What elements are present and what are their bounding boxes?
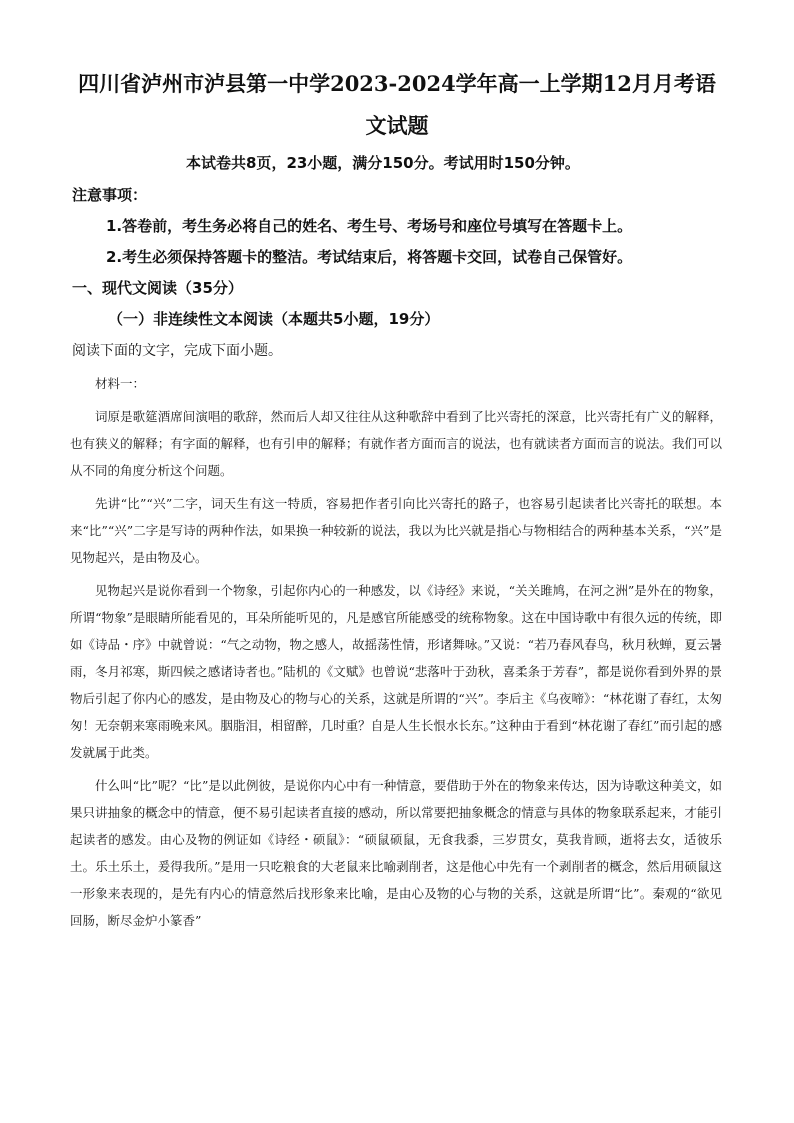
notice-item-2: 2.考生必须保持答题卡的整洁。考试结束后，将答题卡交回，试卷自己保管好。 — [106, 248, 633, 266]
material-one-body — [70, 370, 722, 934]
paragraph-4: 什么叫“比”呢？“比”是以此例彼，是说你内心中有一种情意，要借助于外在的物象来传达，因为诗歌这种美文，如果只讲抽象的概念中的情意，便不易引起读者直接的感动，所以常要把抽象概念的情意与具体的物象联系起来，才能引起读者的感发。由心及物的例证如《诗经・硕鼠》：“硕鼠硕鼠，无食我黍，三岁贯女，莫我肯顾，逝将去女，适彼乐土。乐土乐土，爰得我所。”是用一只吃粮食的大老鼠来比喻剥削者，这是他心中先有一个剥削者的概念，然后用硕鼠这一形象来表现的，是先有内心的情意然后找形象来比喻，是由心及物的心与物的关系，这就是所谓“比”。秦观的“欲见回肠，断尽金炉小篆香” — [70, 778, 722, 928]
exam-title-line2: 文试题 — [365, 113, 429, 138]
paragraph-2: 先讲“比”“兴”二字，词天生有这一特质，容易把作者引向比兴寄托的路子，也容易引起读者比兴寄托的联想。本来“比”“兴”二字是写诗的两种作法，如果换一种较新的说法，我以为比兴就是指心与物相结合的两种基本关系，“兴”是见物起兴，是由物及心。 — [70, 496, 722, 565]
material-label: 材料一： — [95, 376, 146, 391]
notice-item-1: 1.答卷前，考生务必将自己的姓名、考生号、考场号和座位号填写在答题卡上。 — [106, 217, 633, 235]
exam-title-line1: 四川省泸州市泸县第一中学2023-2024学年高一上学期12月月考语 — [78, 71, 716, 96]
section-heading: 一、现代文阅读（35分） — [72, 279, 243, 297]
paragraph-3: 见物起兴是说你看到一个物象，引起你内心的一种感发，以《诗经》来说，“关关雎鸠，在河之洲”是外在的物象，所谓“物象”是眼睛所能看见的，耳朵所能听见的，凡是感官所能感受的统称物象。这在中国诗歌中有很久远的传统，即如《诗品・序》中就曾说：“气之动物，物之感人，故摇荡性情，形诸舞咏。”又说：“若乃春风春鸟，秋月秋蝉，夏云暑雨，冬月祁寒，斯四候之感诸诗者也。”陆机的《文赋》也曾说“悲落叶于劲秋，喜柔条于芳春”，都是说你看到外界的景物后引起了你内心的感发，是由物及心的物与心的关系，这就是所谓的“兴”。李后主《乌夜啼》：“林花谢了春红，太匆匆！无奈朝来寒雨晚来风。胭脂泪，相留醉，几时重？自是人生长恨水长东。”这种由于看到“林花谢了春红”而引起的感发就属于此类。 — [70, 583, 722, 760]
paragraph-1: 词原是歌筵酒席间演唱的歌辞，然而后人却又往往从这种歌辞中看到了比兴寄托的深意，比兴寄托有广义的解释，也有狭义的解释；有字面的解释，也有引申的解释；有就作者方面而言的说法，也有就读者方面而言的说法。我们可以从不同的角度分析这个问题。 — [70, 409, 722, 478]
reading-instruction: 阅读下面的文字，完成下面小题。 — [72, 343, 282, 359]
exam-info: 本试卷共8页，23小题，满分150分。考试用时150分钟。 — [186, 154, 580, 172]
notice-heading: 注意事项： — [72, 186, 148, 204]
subsection-heading: （一）非连续性文本阅读（本题共5小题，19分） — [108, 310, 440, 328]
